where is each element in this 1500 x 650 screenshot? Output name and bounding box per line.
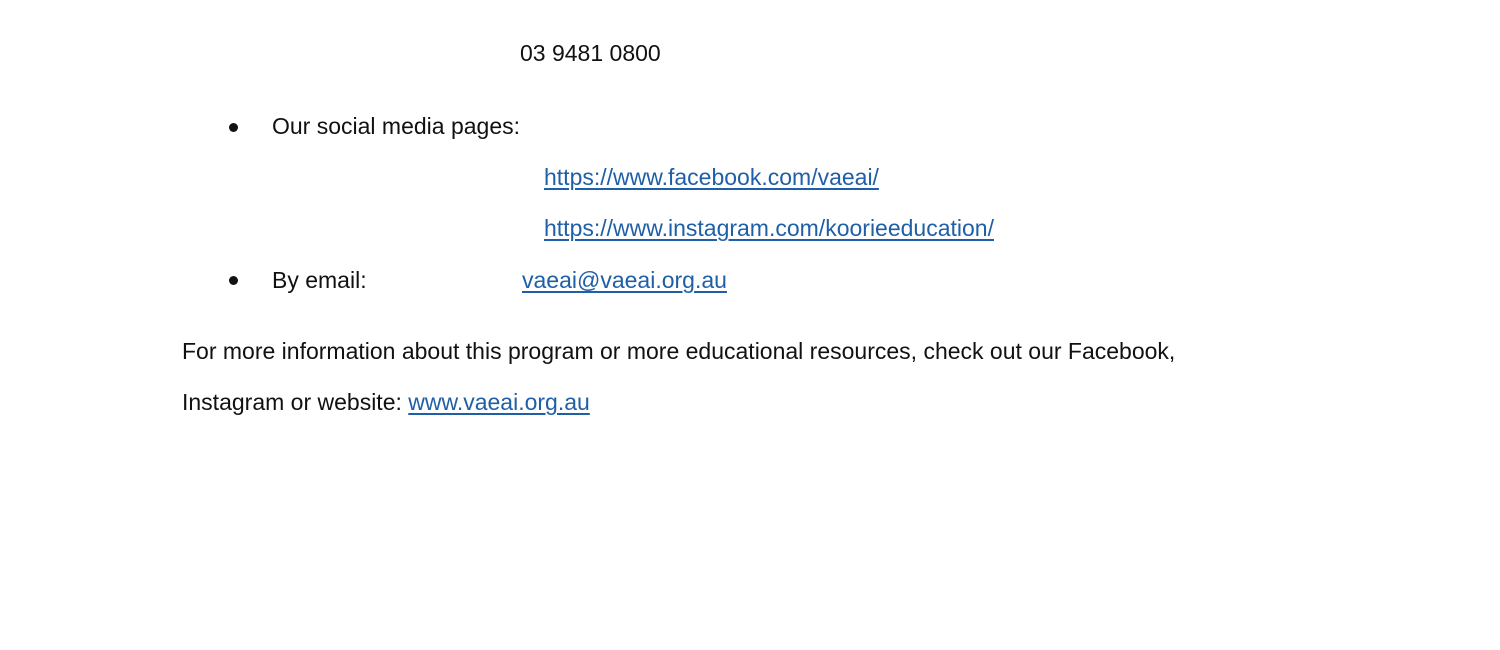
bullet-icon xyxy=(229,276,238,285)
email-link[interactable]: vaeai@vaeai.org.au xyxy=(522,267,727,293)
phone-number: 03 9481 0800 xyxy=(520,40,661,66)
more-info-prefix: Instagram or website: xyxy=(182,389,409,415)
facebook-link[interactable]: https://www.facebook.com/vaeai/ xyxy=(544,164,879,190)
email-label: By email: xyxy=(272,267,367,293)
social-media-label: Our social media pages: xyxy=(272,113,521,139)
more-info-line-1: For more information about this program or more educational resources, check out our Facebook, xyxy=(182,338,1176,364)
bullet-icon xyxy=(229,123,238,132)
website-link[interactable]: www.vaeai.org.au xyxy=(408,389,590,415)
instagram-link[interactable]: https://www.instagram.com/koorieeducation/ xyxy=(544,215,994,241)
more-info-line-2 xyxy=(182,388,590,416)
